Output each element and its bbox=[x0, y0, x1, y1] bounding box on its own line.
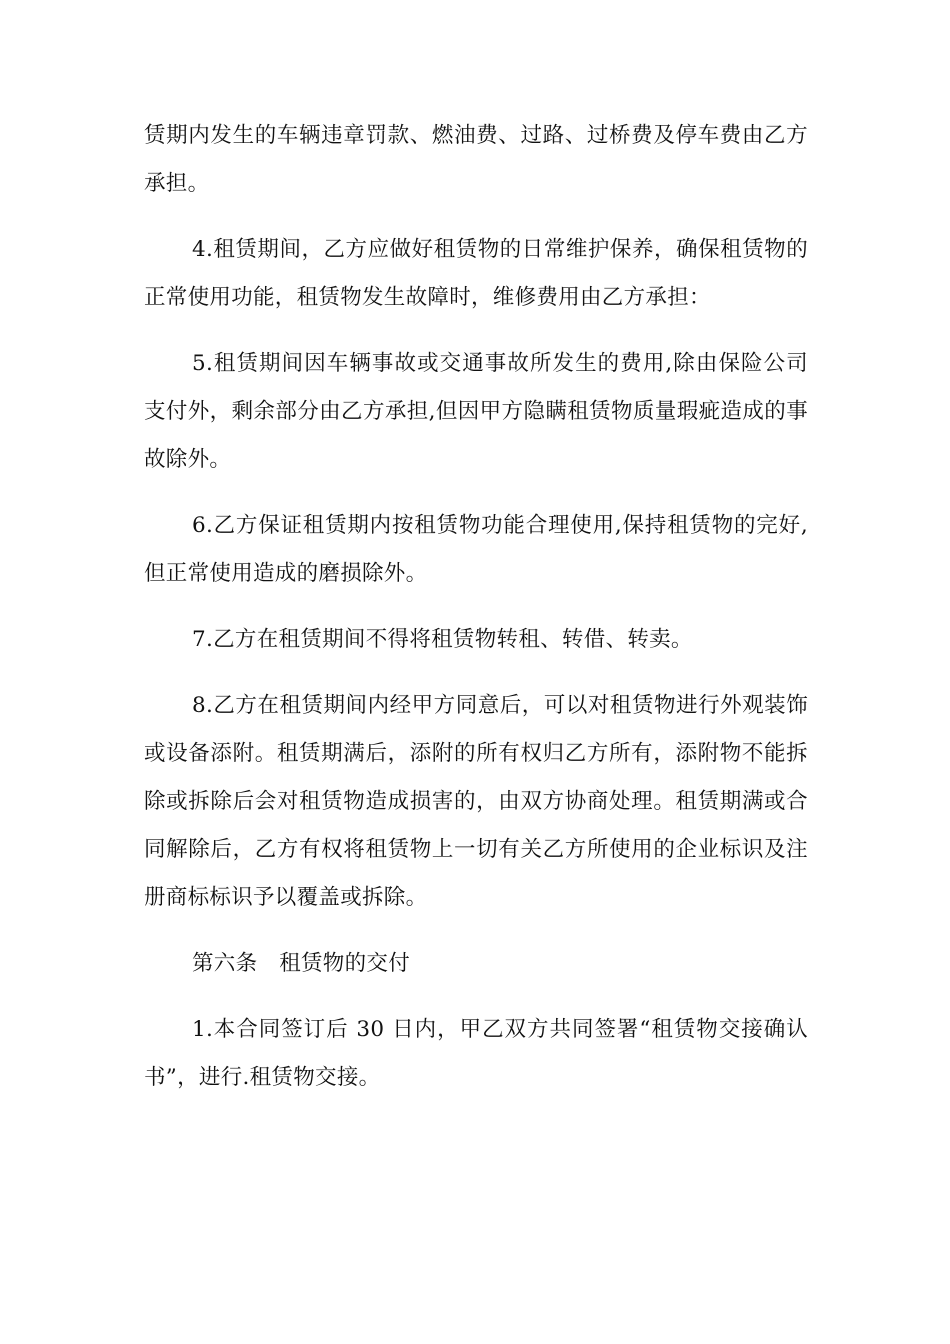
paragraph-article-6-clause-1: 1.本合同签订后 30 日内，甲乙双方共同签署“租赁物交接确认书”，进行.租赁物交接。 bbox=[144, 1017, 808, 1090]
paragraph-clause-4: 4.租赁期间，乙方应做好租赁物的日常维护保养，确保租赁物的正常使用功能，租赁物发生故障时，维修费用由乙方承担： bbox=[144, 237, 808, 310]
paragraph-clause-7: 7.乙方在租赁期间不得将租赁物转租、转借、转卖。 bbox=[192, 627, 693, 652]
paragraph-clause-6: 6.乙方保证租赁期内按租赁物功能合理使用,保持租赁物的完好,但正常使用造成的磨损除外。 bbox=[144, 513, 808, 586]
paragraph-clause-8: 8.乙方在租赁期间内经甲方同意后，可以对租赁物进行外观装饰或设备添附。租赁期满后，添附的所有权归乙方所有，添附物不能拆除或拆除后会对租赁物造成损害的，由双方协商处理。租赁期满或合同解除后，乙方有权将租赁物上一切有关乙方所使用的企业标识及注册商标标识予以覆盖或拆除。 bbox=[144, 693, 808, 910]
paragraph-clause-5: 5.租赁期间因车辆事故或交通事故所发生的费用,除由保险公司支付外，剩余部分由乙方承担,但因甲方隐瞒租赁物质量瑕疵造成的事故除外。 bbox=[144, 351, 808, 472]
paragraph-continued: 赁期内发生的车辆违章罚款、燃油费、过路、过桥费及停车费由乙方承担。 bbox=[144, 123, 808, 196]
section-heading-article-6: 第六条 租赁物的交付 bbox=[192, 951, 411, 976]
document-page bbox=[144, 112, 808, 1120]
